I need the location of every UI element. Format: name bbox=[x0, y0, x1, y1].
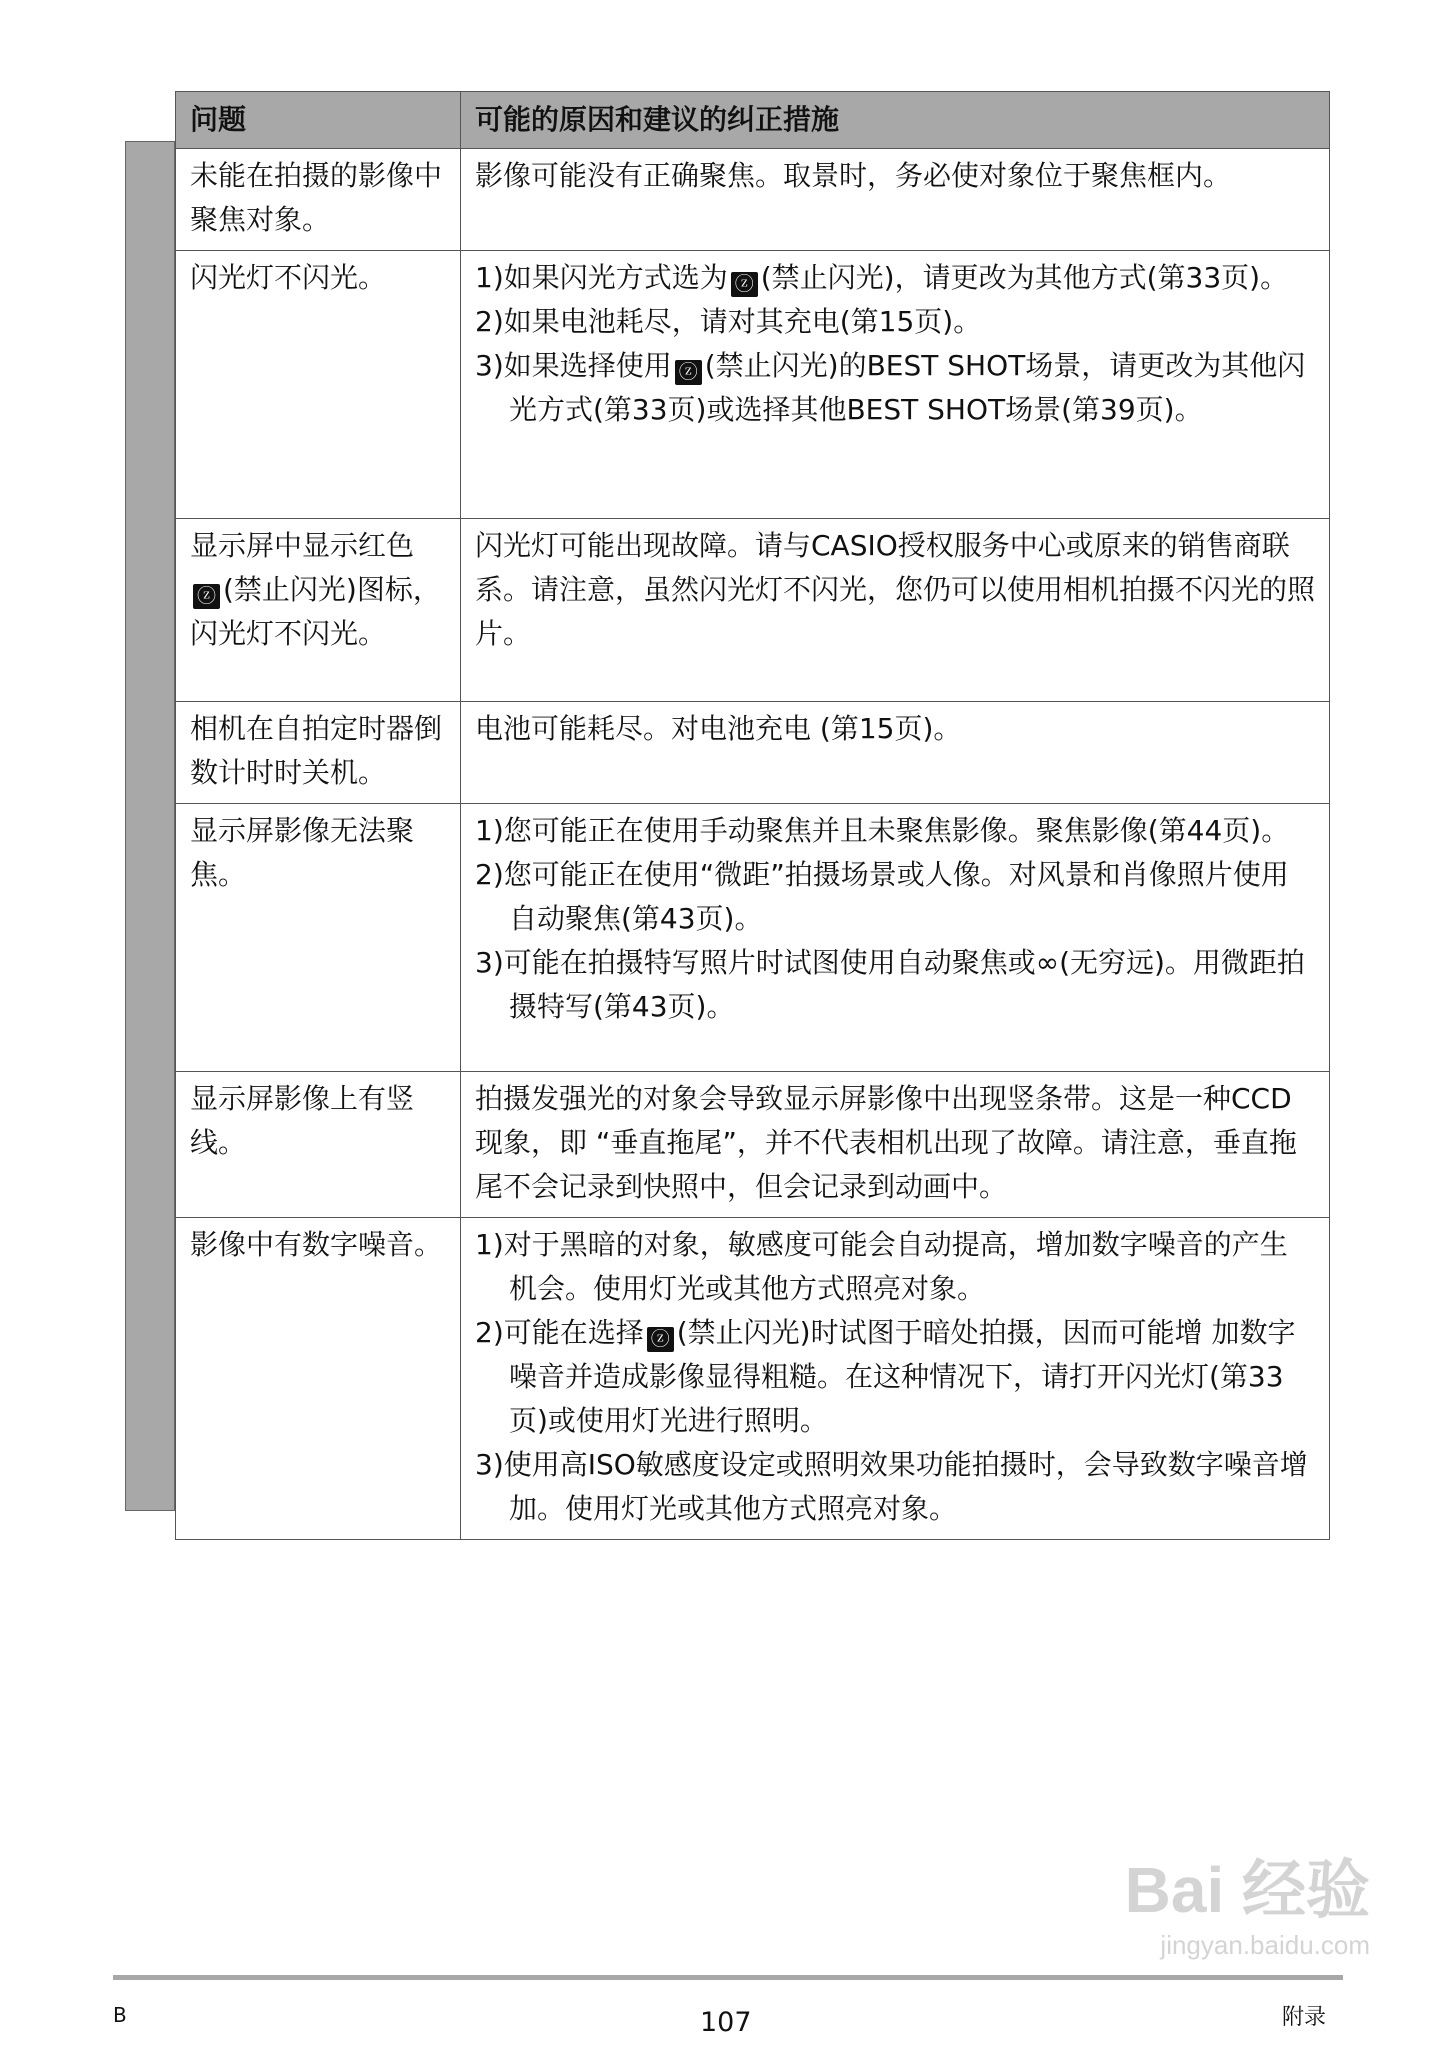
solution-item: 2)可能在选择 ⓩ (禁止闪光)时试图于暗处拍摄，因而可能增 加数字噪音并造成影像显得粗糙。在这种情况下，请打开闪光灯(第33页)或使用灯光进行照明。 bbox=[475, 1316, 1296, 1437]
footer-section-label: 附录 bbox=[1282, 2005, 1327, 2030]
table-row bbox=[176, 1218, 1330, 1540]
problem-cell: 闪光灯不闪光。 bbox=[176, 251, 461, 519]
table-row bbox=[176, 149, 1330, 251]
page-number: 107 bbox=[700, 2007, 752, 2038]
solution-cell bbox=[461, 804, 1330, 1072]
table-row bbox=[176, 1072, 1330, 1218]
problem-cell: 显示屏影像无法聚焦。 bbox=[176, 804, 461, 1072]
solution-item: 3)如果选择使用 ⓩ (禁止闪光)的BEST SHOT场景，请更改为其他闪光方式(第33页)或选择其他BEST SHOT场景(第39页)。 bbox=[475, 349, 1306, 426]
flash-off-icon: ⓩ bbox=[731, 272, 758, 297]
table-row bbox=[176, 519, 1330, 702]
solution-text: 闪光灯可能出现故障。请与CASIO授权服务中心或原来的销售商联系。请注意，虽然闪光灯不闪光，您仍可以使用相机拍摄不闪光的照片。 bbox=[475, 529, 1316, 650]
solution-item: 1)如果闪光方式选为 ⓩ (禁止闪光)，请更改为其他方式(第33页)。 bbox=[475, 261, 1289, 295]
solution-item: 1)对于黑暗的对象，敏感度可能会自动提高，增加数字噪音的产生机会。使用灯光或其他方式照亮对象。 bbox=[475, 1228, 1288, 1305]
problem-cell: 未能在拍摄的影像中聚焦对象。 bbox=[176, 149, 461, 251]
solution-text: 拍摄发强光的对象会导致显示屏影像中出现竖条带。这是一种CCD现象，即 “垂直拖尾”，并不代表相机出现了故障。请注意，垂直拖尾不会记录到快照中，但会记录到动画中。 bbox=[475, 1082, 1297, 1203]
watermark-url: jingyan.baidu.com bbox=[1160, 1930, 1370, 1960]
problem-cell: 影像中有数字噪音。 bbox=[176, 1218, 461, 1540]
solution-item: 2)如果电池耗尽，请对其充电(第15页)。 bbox=[475, 305, 982, 338]
flash-off-icon: ⓩ bbox=[647, 1327, 674, 1352]
solution-item: 3)可能在拍摄特写照片时试图使用自动聚焦或∞(无穷远)。用微距拍摄特写(第43页)。 bbox=[475, 946, 1305, 1023]
footer-divider bbox=[113, 1975, 1343, 1980]
side-tab-bar bbox=[125, 141, 175, 1511]
solution-text: 影像可能没有正确聚焦。取景时，务必使对象位于聚焦框内。 bbox=[475, 159, 1232, 192]
header-solution: 可能的原因和建议的纠正措施 bbox=[461, 92, 1330, 149]
table-header-row bbox=[176, 92, 1330, 149]
solution-cell bbox=[461, 1218, 1330, 1540]
table-row bbox=[176, 804, 1330, 1072]
table-row bbox=[176, 702, 1330, 804]
solution-item: 1)您可能正在使用手动聚焦并且未聚焦影像。聚焦影像(第44页)。 bbox=[475, 814, 1290, 847]
problem-cell: 显示屏中显示红色ⓩ (禁止闪光)图标，闪光灯不闪光。 bbox=[176, 519, 461, 702]
solution-cell bbox=[461, 519, 1330, 702]
solution-item: 3)使用高ISO敏感度设定或照明效果功能拍摄时，会导致数字噪音增加。使用灯光或其他方式照亮对象。 bbox=[475, 1448, 1308, 1525]
table-row bbox=[176, 251, 1330, 519]
solution-cell bbox=[461, 149, 1330, 251]
flash-off-icon: ⓩ bbox=[193, 584, 220, 609]
watermark-logo: Bai 经验 bbox=[1124, 1854, 1370, 1926]
flash-off-icon: ⓩ bbox=[675, 360, 702, 385]
footer-left-label: B bbox=[113, 2003, 127, 2027]
troubleshooting-table bbox=[175, 91, 1330, 1540]
problem-cell: 显示屏影像上有竖线。 bbox=[176, 1072, 461, 1218]
baidu-watermark bbox=[1040, 1850, 1370, 1990]
solution-item: 2)您可能正在使用“微距”拍摄场景或人像。对风景和肖像照片使用自动聚焦(第43页)。 bbox=[475, 858, 1289, 935]
solution-cell bbox=[461, 702, 1330, 804]
solution-cell bbox=[461, 1072, 1330, 1218]
header-problem: 问题 bbox=[176, 92, 461, 149]
solution-cell bbox=[461, 251, 1330, 519]
problem-cell: 相机在自拍定时器倒数计时时关机。 bbox=[176, 702, 461, 804]
solution-text: 电池可能耗尽。对电池充电 (第15页)。 bbox=[475, 712, 962, 745]
